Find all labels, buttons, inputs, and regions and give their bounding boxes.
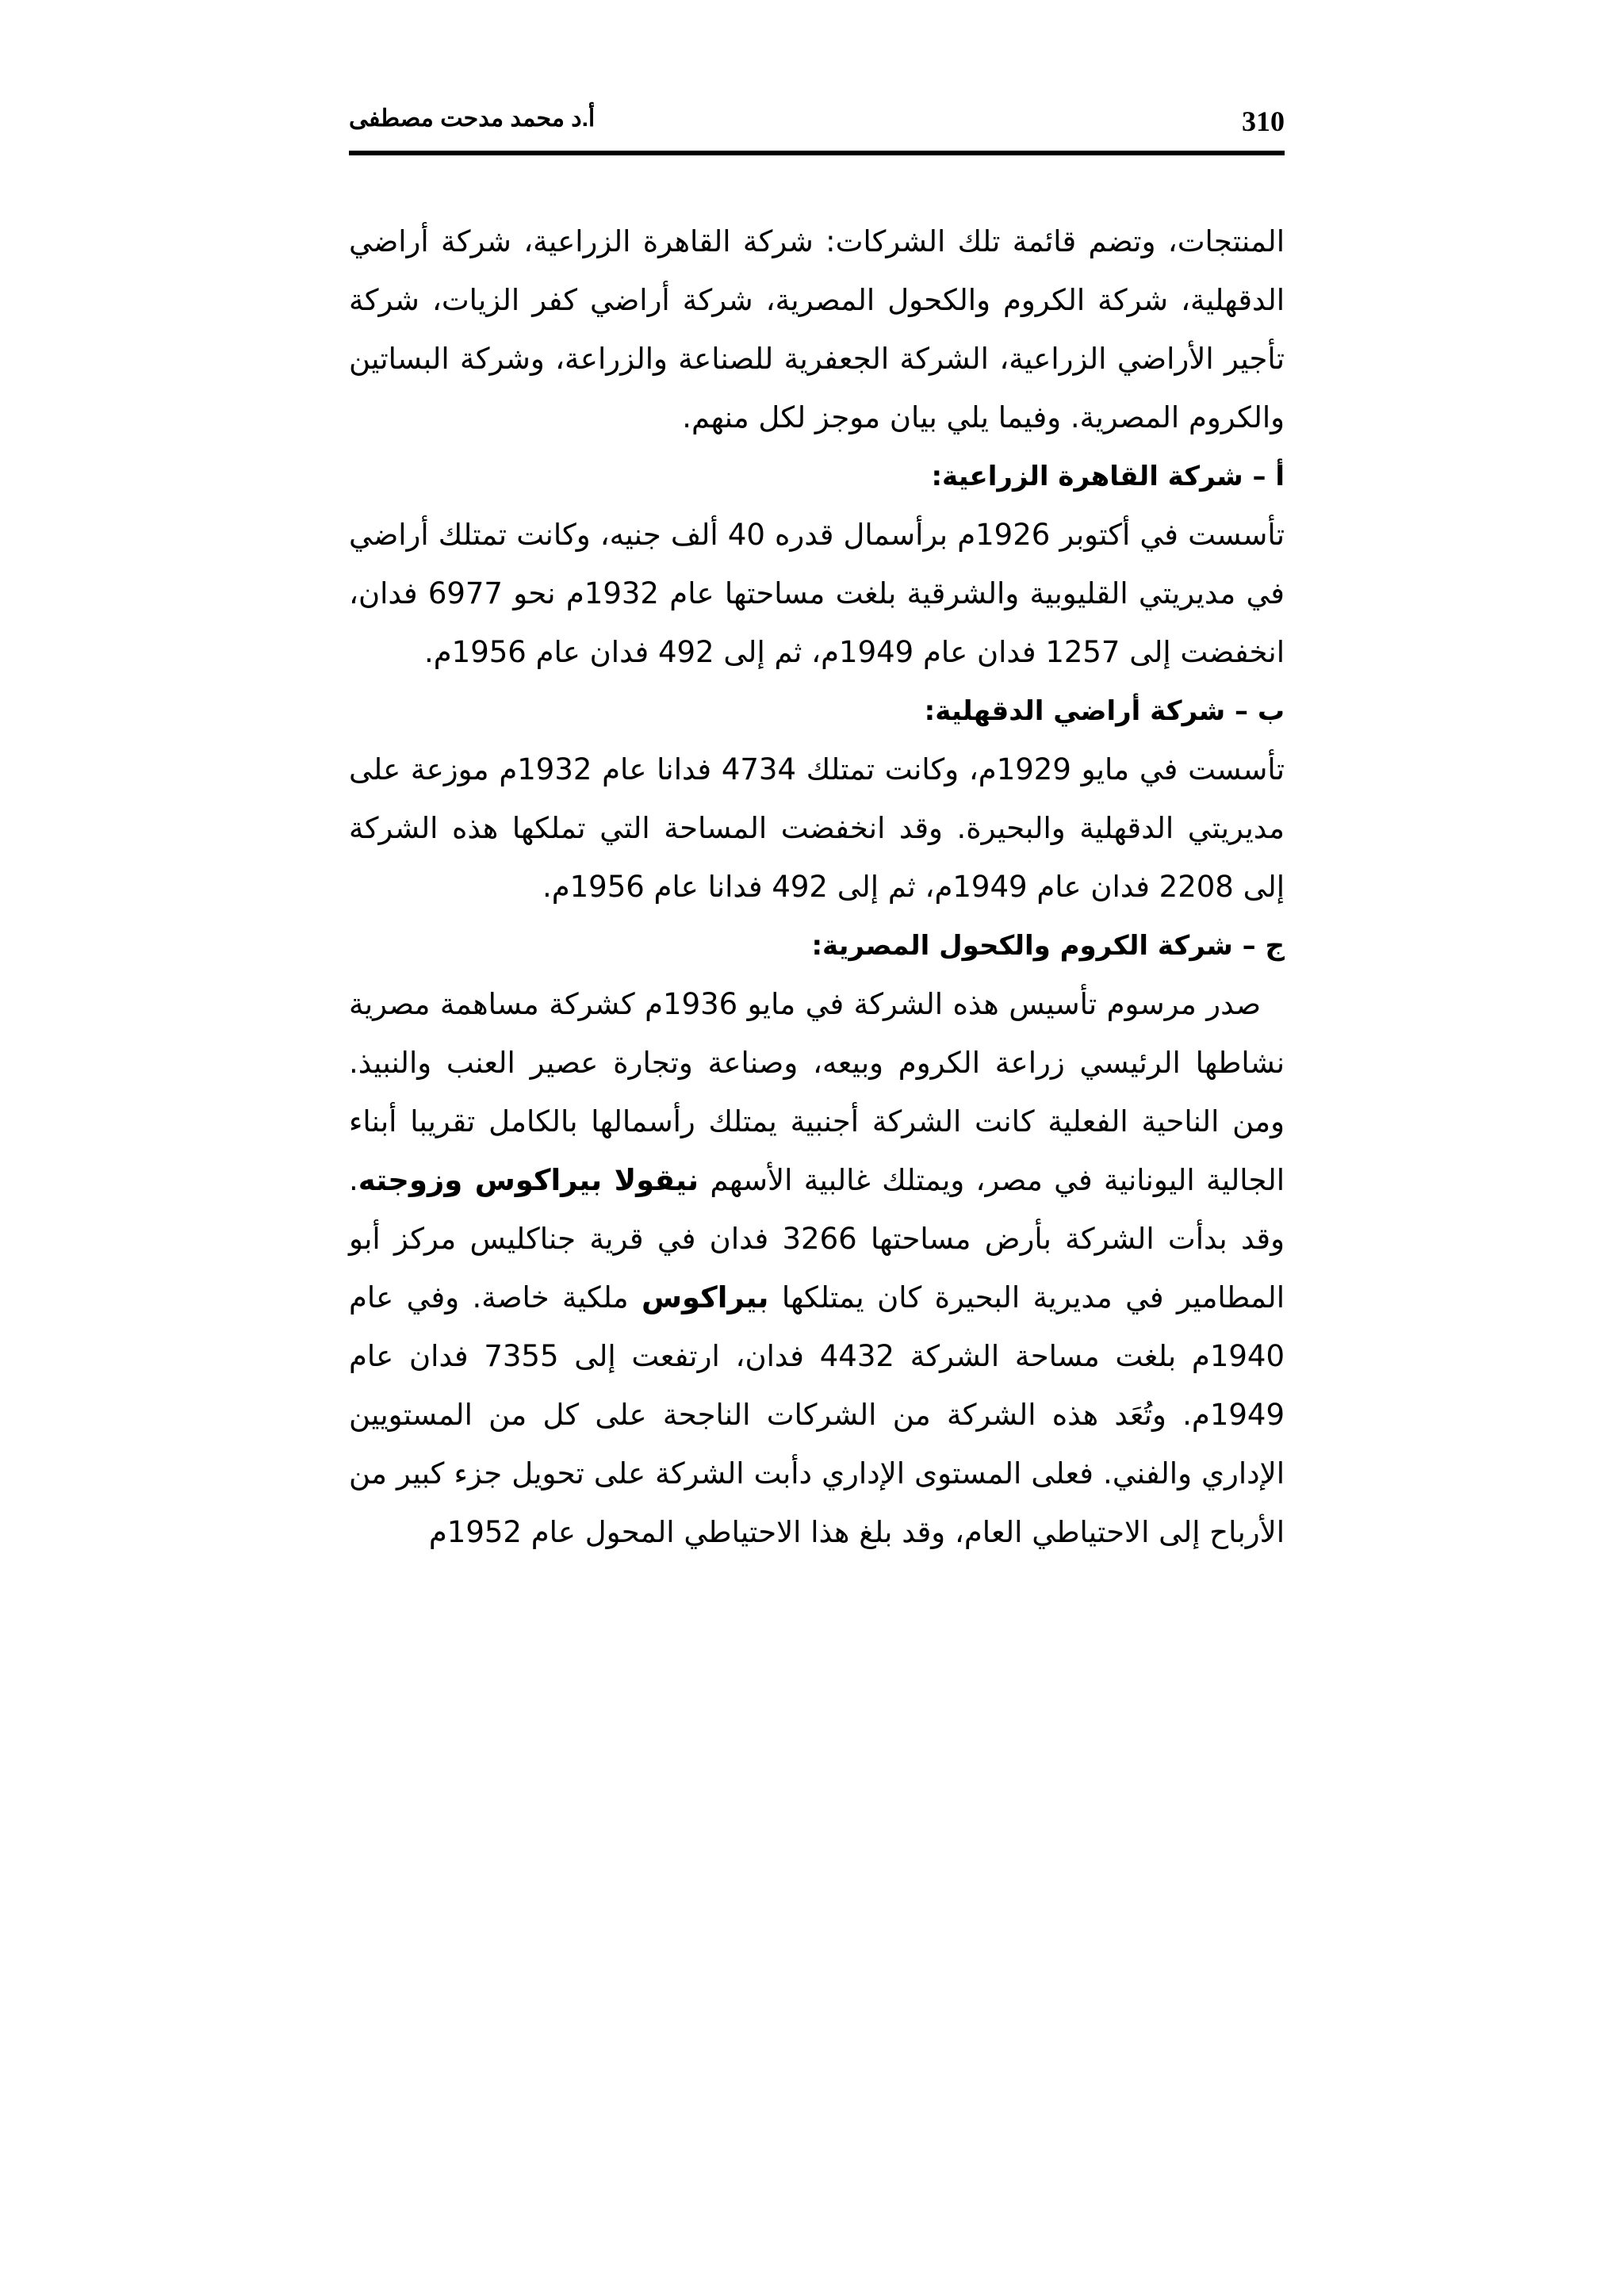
section-c-bold-name-2: بيراكوس [641, 1280, 769, 1314]
section-heading-a: أ – شركة القاهرة الزراعية: [931, 461, 1285, 492]
page-header [349, 95, 1285, 155]
page-number: 310 [1242, 105, 1285, 137]
section-c-bold-name-1: نيقولا بيراكوس وزوجته [358, 1163, 699, 1197]
section-c-text-1: صدر مرسوم تأسيس هذه الشركة في مايو 1936م كشركة مساهمة مصرية نشاطها الرئيسي زراعة الكروم وبيعه، وصناعة وتجارة عصير العنب والنبيذ. ومن الناحية الفعلية كانت الشركة أجنبية يمتلك رأسمالها بالكامل تقريبا أبناء الجالية اليونانية في مصر، ويمتلك غالبية الأسهم [349, 987, 1285, 1197]
section-c-text-2: . وقد بدأت الشركة بأرض مساحتها 3266 فدان في قرية جناكليس مركز أبو المطامير في مديرية البحيرة كان يمتلكها [349, 1163, 1285, 1314]
intro-paragraph: المنتجات، وتضم قائمة تلك الشركات: شركة القاهرة الزراعية، شركة أراضي الدقهلية، شركة الكروم والكحول المصرية، شركة أراضي كفر الزيات، شركة تأجير الأراضي الزراعية، الشركة الجعفرية للصناعة والزراعة، وشركة البساتين والكروم المصرية. وفيما يلي بيان موجز لكل منهم. [349, 224, 1285, 434]
section-a-paragraph: تأسست في أكتوبر 1926م برأسمال قدره 40 ألف جنيه، وكانت تمتلك أراضي في مديريتي القليوبية والشرقية بلغت مساحتها عام 1932م نحو 6977 فدان، انخفضت إلى 1257 فدان عام 1949م، ثم إلى 492 فدان عام 1956م. [349, 518, 1285, 669]
section-heading-b: ب – شركة أراضي الدقهلية: [924, 695, 1285, 727]
section-heading-c: ج – شركة الكروم والكحول المصرية: [811, 930, 1285, 962]
section-c-paragraph [349, 975, 1285, 1562]
section-b-paragraph: تأسست في مايو 1929م، وكانت تمتلك 4734 فدانا عام 1932م موزعة على مديريتي الدقهلية والبحيرة. وقد انخفضت المساحة التي تملكها هذه الشركة إلى 2208 فدان عام 1949م، ثم إلى 492 فدانا عام 1956م. [349, 752, 1285, 904]
section-c-text-3: ملكية خاصة. وفي عام 1940م بلغت مساحة الشركة 4432 فدان، ارتفعت إلى 7355 فدان عام 1949م. وتُعَد هذه الشركة من الشركات الناجحة على كل من المستويين الإداري والفني. فعلى المستوى الإداري دأبت الشركة على تحويل جزء كبير من الأرباح إلى الاحتياطي العام، وقد بلغ هذا الاحتياطي المحول عام 1952م [349, 1280, 1285, 1549]
running-head-author: أ.د محمد مدحت مصطفى [349, 105, 596, 132]
page-body [349, 212, 1285, 1562]
